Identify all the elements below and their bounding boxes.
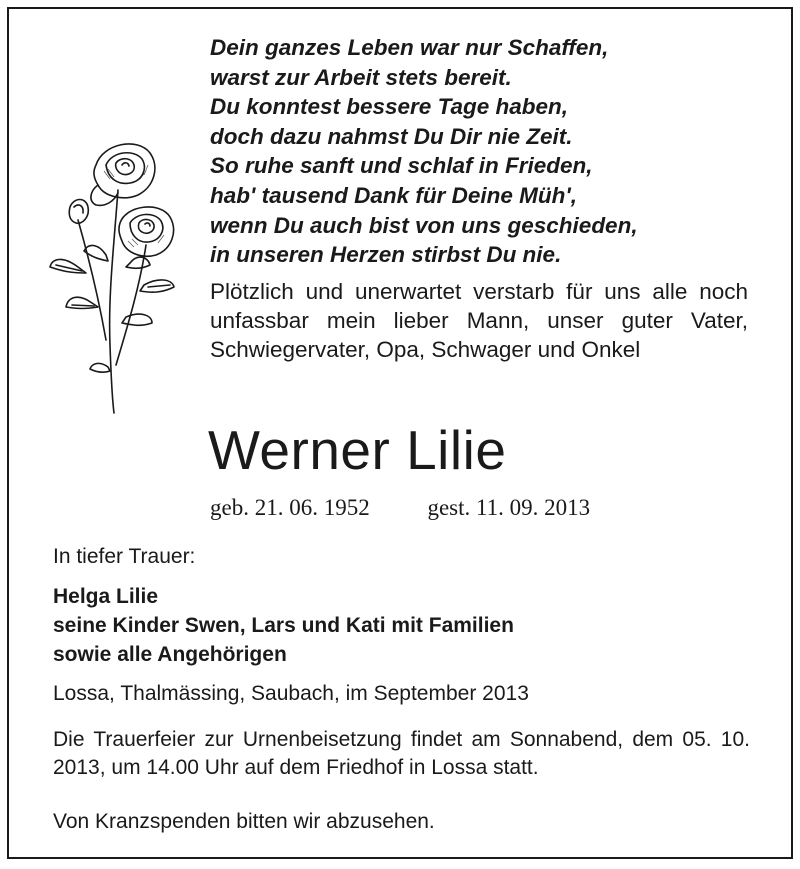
- memorial-poem: [210, 33, 770, 270]
- life-dates: [210, 495, 590, 521]
- wreath-note: Von Kranzspenden bitten wir abzusehen.: [53, 810, 435, 833]
- deceased-name: Werner Lilie: [208, 419, 507, 481]
- mourner: sowie alle Angehörigen: [53, 643, 287, 666]
- mourner: Helga Lilie: [53, 585, 159, 608]
- poem-line: Dein ganzes Leben war nur Schaffen,: [210, 35, 609, 60]
- ceremony-info: Die Trauerfeier zur Urnenbeisetzung findet am Sonnabend, dem 05. 10. 2013, um 14.00 Uhr auf dem Friedhof in Lossa statt.: [53, 728, 750, 779]
- mourner: seine Kinder Swen, Lars und Kati mit Familien: [53, 614, 514, 637]
- poem-line: Du konntest bessere Tage haben,: [210, 94, 569, 120]
- mourning-label: In tiefer Trauer:: [53, 545, 196, 568]
- birth-date: geb. 21. 06. 1952: [210, 495, 370, 520]
- place-date: Lossa, Thalmässing, Saubach, im September 2013: [53, 682, 529, 705]
- poem-line: warst zur Arbeit stets bereit.: [210, 64, 512, 90]
- poem-line: hab' tausend Dank für Deine Müh',: [210, 182, 577, 208]
- death-announcement: Plötzlich und unerwartet verstarb für uns alle noch unfassbar mein lieber Mann, unser guter Vater, Schwiegervater, Opa, Schwager und Onkel: [210, 279, 748, 362]
- poem-line: doch dazu nahmst Du Dir nie Zeit.: [210, 123, 573, 149]
- rose-illustration: [48, 135, 178, 417]
- death-date: gest. 11. 09. 2013: [427, 495, 591, 520]
- poem-line: So ruhe sanft und schlaf in Frieden,: [210, 153, 593, 179]
- poem-line: in unseren Herzen stirbst Du nie.: [210, 242, 562, 268]
- poem-line: wenn Du auch bist von uns geschieden,: [210, 212, 638, 238]
- mourners-list: [53, 582, 514, 669]
